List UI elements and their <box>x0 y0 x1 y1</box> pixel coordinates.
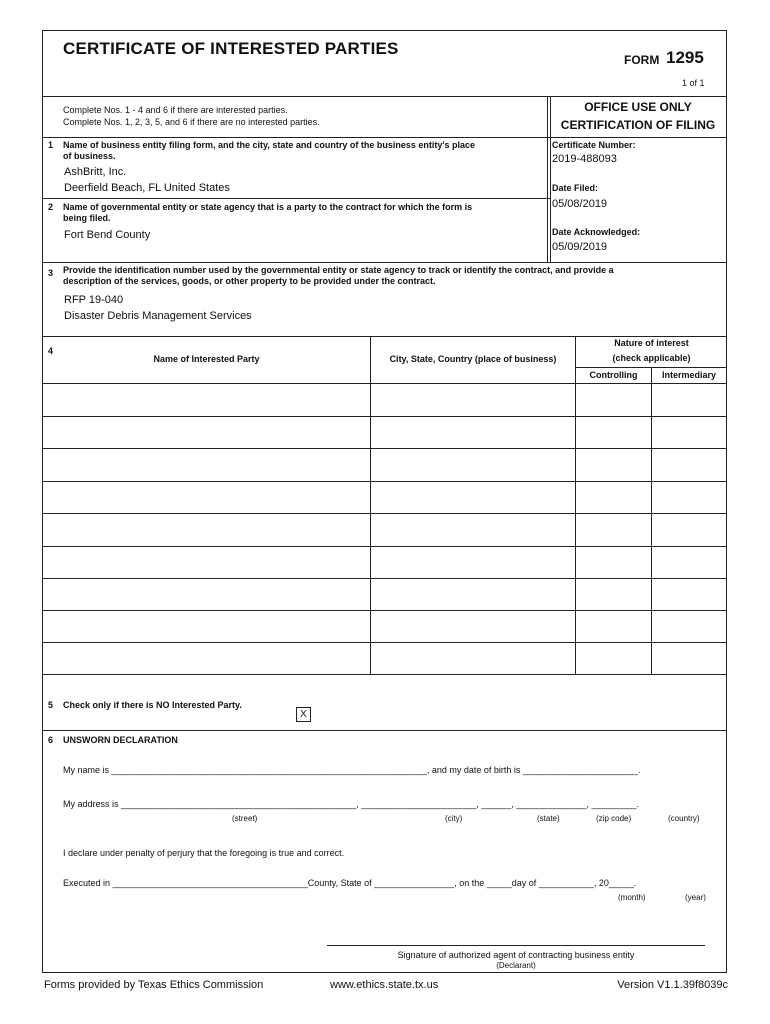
no-interested-party-checkbox[interactable]: X <box>296 707 311 722</box>
contract-id: RFP 19-040 <box>64 294 124 306</box>
date-acknowledged-value: 05/09/2019 <box>552 241 608 253</box>
office-use-divider <box>547 96 548 262</box>
name-dob-line[interactable]: My name is _______________________________________________________________, and my date of birth is _______________________. <box>63 765 641 775</box>
col-header-nature: Nature of interest <box>614 338 689 348</box>
signature-line[interactable] <box>327 945 705 946</box>
perjury-declaration: I declare under penalty of perjury that the foregoing is true and correct. <box>63 848 345 858</box>
col-header-name: Name of Interested Party <box>153 354 260 364</box>
instruction-line-1: Complete Nos. 1 - 4 and 6 if there are interested parties. <box>63 105 288 115</box>
table-row <box>42 416 727 417</box>
date-acknowledged-label: Date Acknowledged: <box>552 227 641 237</box>
contract-description: Disaster Debris Management Services <box>64 310 252 322</box>
form-frame <box>42 30 727 973</box>
divider <box>550 137 727 138</box>
date-filed-value: 05/08/2019 <box>552 198 608 210</box>
footer-provider: Forms provided by Texas Ethics Commission <box>44 979 264 991</box>
table-row <box>42 578 727 579</box>
col-header-controlling: Controlling <box>589 370 638 380</box>
section-4-number: 4 <box>48 346 54 356</box>
section-2-number: 2 <box>48 202 54 212</box>
section-1-number: 1 <box>48 140 54 150</box>
section-3-label-cont: description of the services, goods, or other property to be provided under the contract. <box>63 276 436 286</box>
table-row <box>42 546 727 547</box>
section-6-title: UNSWORN DECLARATION <box>63 735 178 745</box>
col-divider <box>575 336 576 674</box>
month-caption: (month) <box>618 893 646 902</box>
col-header-check: (check applicable) <box>612 353 691 363</box>
street-caption: (street) <box>232 814 258 823</box>
country-caption: (country) <box>668 814 700 823</box>
footer-website[interactable]: www.ethics.state.tx.us <box>330 979 439 991</box>
table-row <box>42 383 727 384</box>
business-entity-location: Deerfield Beach, FL United States <box>64 182 230 194</box>
certificate-number-label: Certificate Number: <box>552 140 636 150</box>
divider <box>42 96 727 97</box>
office-use-title: OFFICE USE ONLY <box>584 100 692 114</box>
section-3-number: 3 <box>48 268 54 278</box>
divider <box>42 198 550 199</box>
table-row <box>42 610 727 611</box>
address-line[interactable]: My address is _______________________________________________, _______________________, ______, ______________, _________. <box>63 799 640 809</box>
divider <box>42 336 727 337</box>
table-row <box>42 642 727 643</box>
table-row <box>42 513 727 514</box>
date-filed-label: Date Filed: <box>552 183 599 193</box>
col-header-place: City, State, Country (place of business) <box>389 354 557 364</box>
section-1-label-cont: of business. <box>63 151 116 161</box>
footer-version: Version V1.1.39f8039c <box>617 979 728 991</box>
signature-label: Signature of authorized agent of contracting business entity <box>397 950 635 960</box>
col-divider <box>651 367 652 674</box>
section-5-number: 5 <box>48 700 54 710</box>
col-header-intermediary: Intermediary <box>661 370 717 380</box>
state-caption: (state) <box>537 814 560 823</box>
col-divider <box>370 336 371 674</box>
zip-caption: (zip code) <box>596 814 632 823</box>
governmental-entity-name: Fort Bend County <box>64 229 151 241</box>
page-count: 1 of 1 <box>682 78 705 88</box>
form-number: 1295 <box>666 48 704 67</box>
declarant-caption: (Declarant) <box>496 961 536 970</box>
section-1-label: Name of business entity filing form, and the city, state and country of the business entity's place <box>63 140 476 150</box>
section-3-label: Provide the identification number used by the governmental entity or state agency to track or identify the contract, and provide a <box>63 265 614 275</box>
table-row <box>42 448 727 449</box>
table-row <box>42 481 727 482</box>
table-row <box>42 674 727 675</box>
section-2-label: Name of governmental entity or state agency that is a party to the contract for which the form is <box>63 202 473 212</box>
instruction-line-2: Complete Nos. 1, 2, 3, 5, and 6 if there are no interested parties. <box>63 117 320 127</box>
executed-line[interactable]: Executed in _______________________________________County, State of ________________, on the _____day of ___________, 20_____. <box>63 878 637 888</box>
business-entity-name: AshBritt, Inc. <box>64 166 127 178</box>
year-caption: (year) <box>685 893 706 902</box>
section-2-label-cont: being filed. <box>63 213 111 223</box>
certification-title: CERTIFICATION OF FILING <box>560 118 716 132</box>
certificate-number-value: 2019-488093 <box>552 153 617 165</box>
divider <box>42 262 727 263</box>
city-caption: (city) <box>445 814 463 823</box>
form-label: FORM <box>624 53 660 67</box>
section-6-number: 6 <box>48 735 54 745</box>
form-title: CERTIFICATE OF INTERESTED PARTIES <box>63 39 399 58</box>
divider <box>42 137 550 138</box>
divider <box>42 730 727 731</box>
section-5-label: Check only if there is NO Interested Party. <box>63 700 242 710</box>
